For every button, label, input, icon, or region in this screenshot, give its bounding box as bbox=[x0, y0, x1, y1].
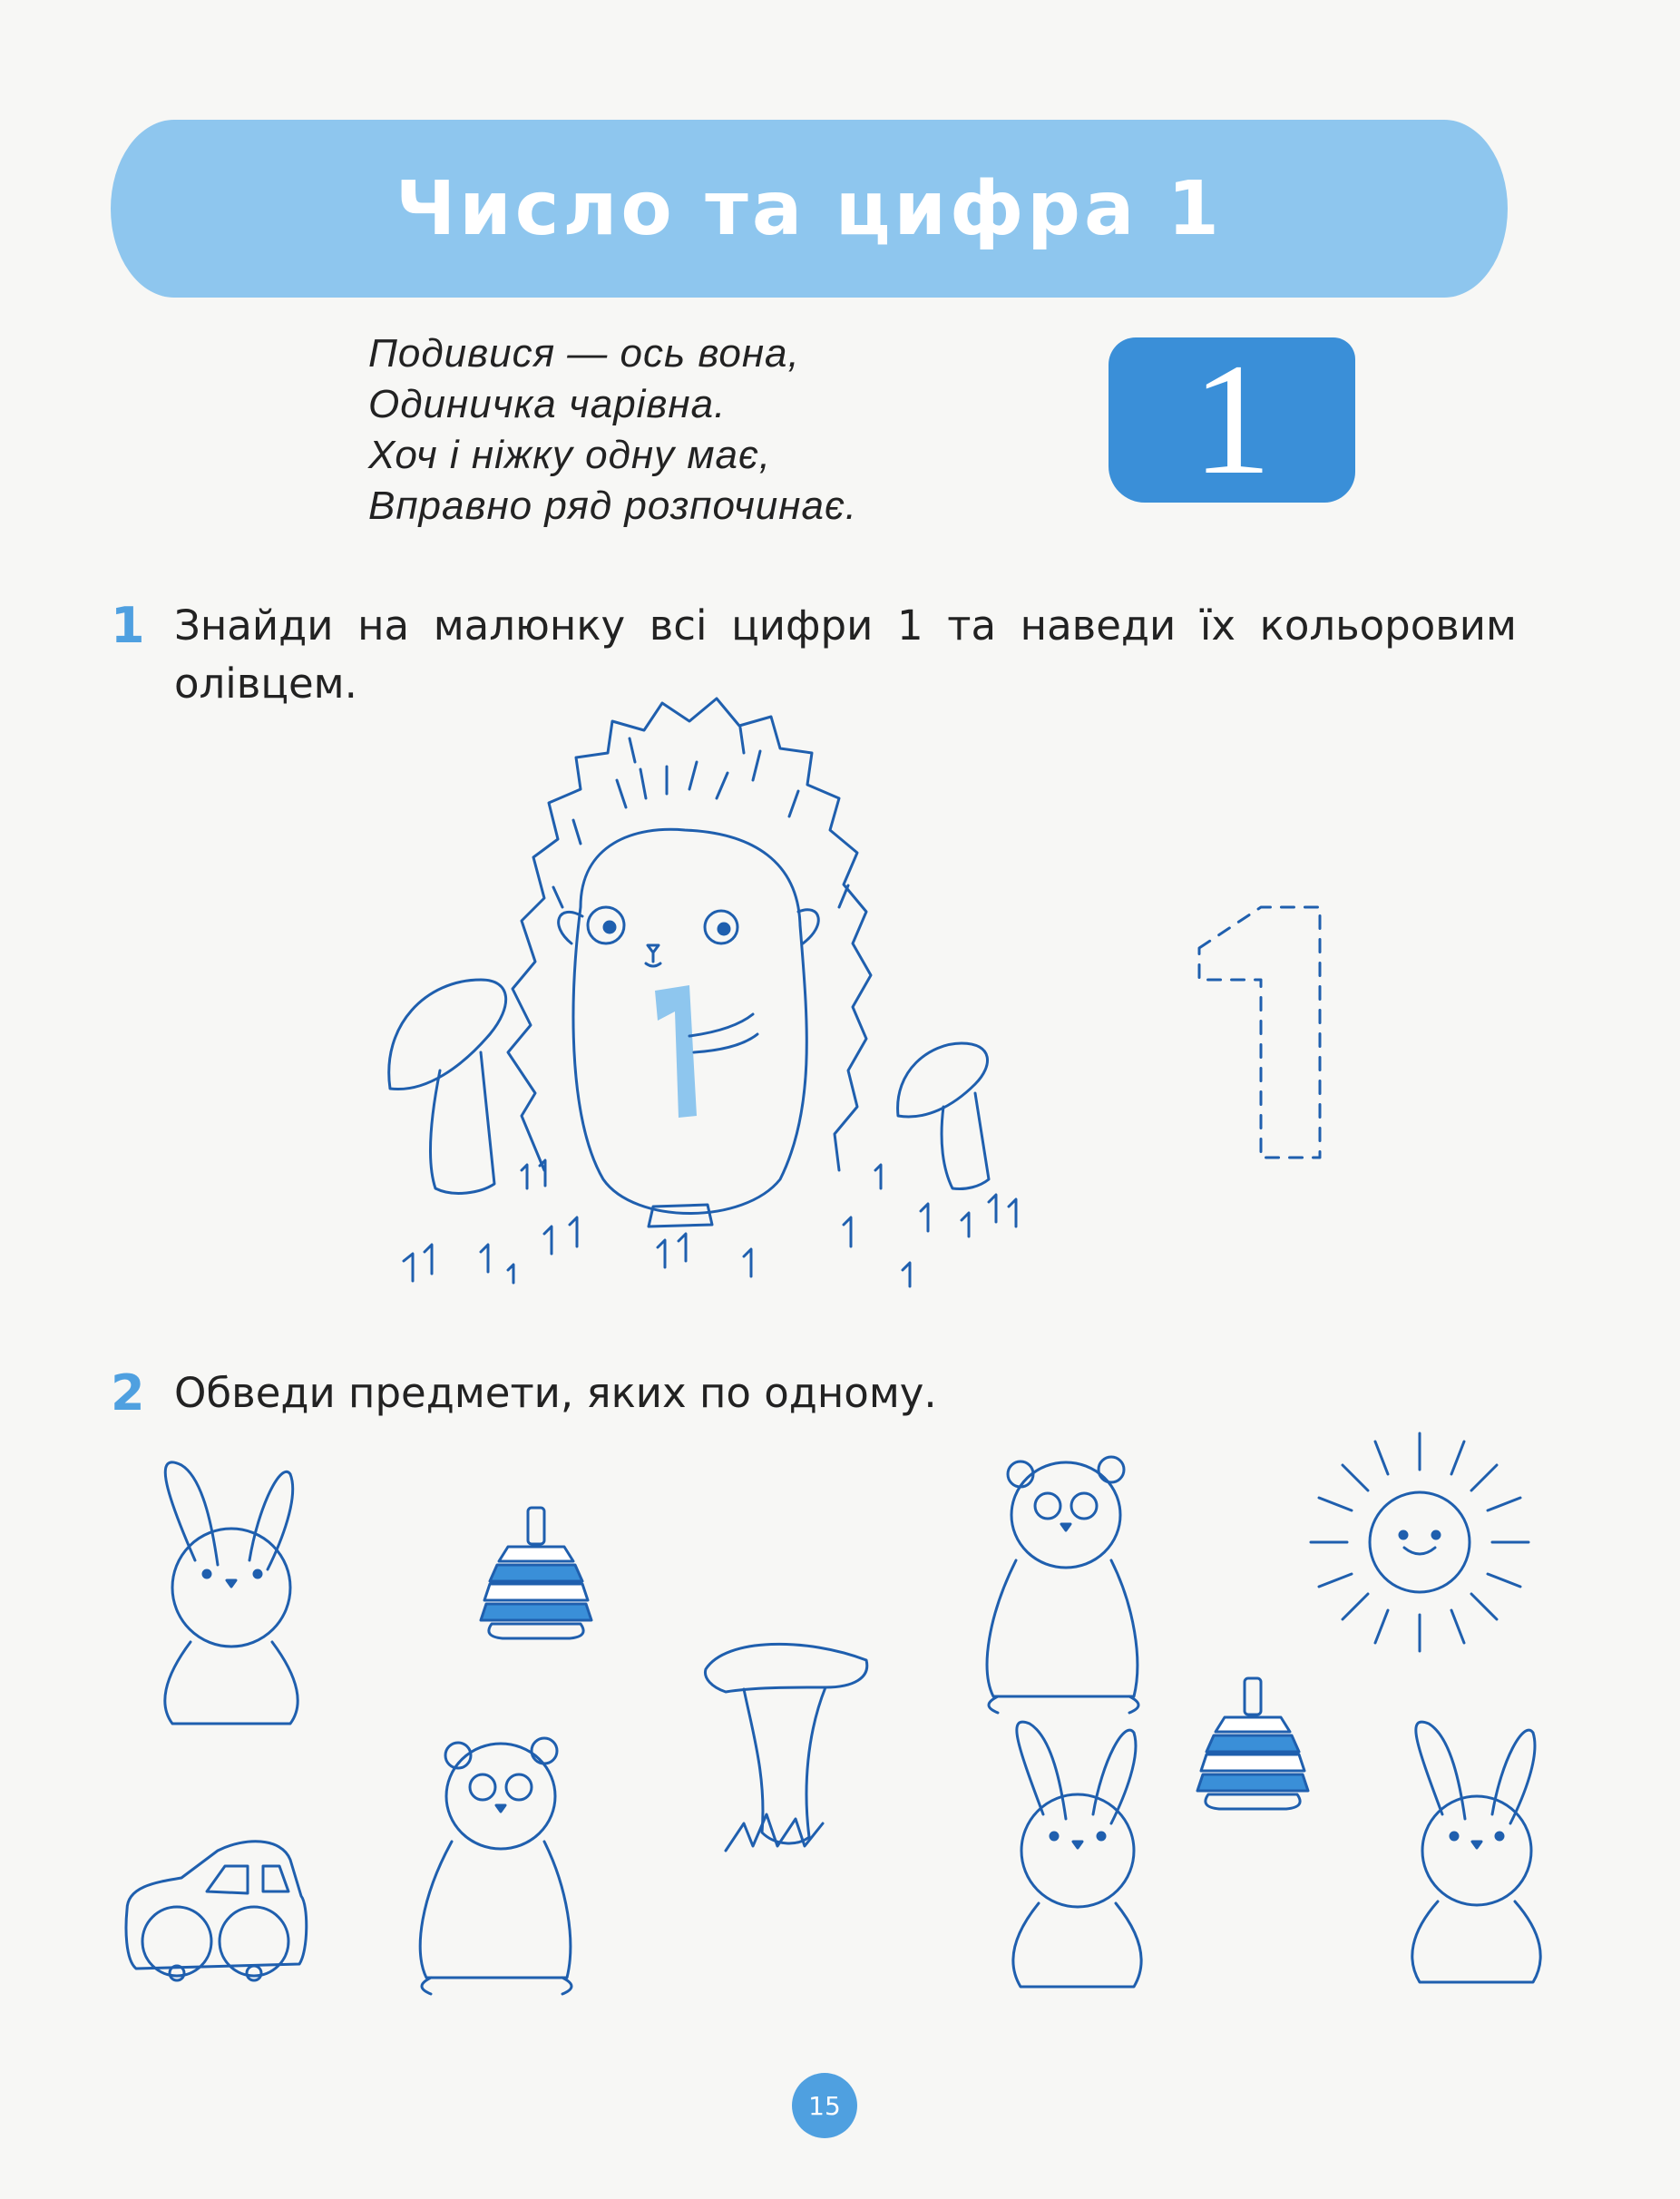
bunny-item[interactable] bbox=[1412, 1722, 1540, 1982]
sun-item[interactable] bbox=[1311, 1433, 1529, 1651]
pyramid-toy-item[interactable] bbox=[481, 1508, 591, 1638]
poem-line: Вправно ряд розпочинає. bbox=[368, 484, 857, 528]
digit-one-held bbox=[655, 985, 697, 1118]
task-instruction: Знайди на малюнку всі цифри 1 та наведи їх кольоровим олівцем. bbox=[174, 601, 1517, 708]
hedgehog-pupil-right bbox=[718, 924, 729, 934]
page-number-badge bbox=[792, 2073, 857, 2138]
bunny-item[interactable] bbox=[165, 1462, 298, 1724]
pyramid-toy-item[interactable] bbox=[1197, 1678, 1308, 1809]
mushroom-right-stem bbox=[942, 1093, 989, 1189]
mushroom-item[interactable] bbox=[705, 1644, 866, 1851]
page-title: Число та цифра 1 bbox=[396, 165, 1223, 252]
poem-line: Хоч і ніжку одну має, bbox=[368, 433, 772, 477]
bear-item[interactable] bbox=[420, 1738, 571, 1994]
hedgehog-scene[interactable] bbox=[389, 699, 1016, 1286]
grass-ones bbox=[404, 1160, 1016, 1286]
hedgehog-mouth bbox=[646, 953, 660, 966]
mushroom-left-cap bbox=[389, 980, 506, 1090]
dashed-digit-one[interactable] bbox=[1199, 907, 1320, 1158]
hedgehog-feet bbox=[649, 1205, 712, 1227]
hedgehog-paw bbox=[689, 1014, 757, 1052]
mushroom-right-cap bbox=[898, 1043, 988, 1117]
digit-one: 1 bbox=[1192, 331, 1272, 508]
bear-item[interactable] bbox=[987, 1457, 1138, 1713]
mushroom-left-stem bbox=[431, 1052, 494, 1193]
bunny-item[interactable] bbox=[1013, 1722, 1141, 1987]
poem-line: Одиничка чарівна. bbox=[368, 382, 727, 426]
car-item[interactable] bbox=[126, 1842, 307, 1980]
task-instruction: Обведи предмети, яких по одному. bbox=[174, 1369, 937, 1417]
task-number: 2 bbox=[111, 1364, 145, 1422]
hedgehog-pupil-left bbox=[604, 922, 615, 933]
task-number: 1 bbox=[111, 597, 145, 654]
page-number: 15 bbox=[808, 2090, 841, 2121]
poem-line: Подивися — ось вона, bbox=[368, 331, 800, 376]
